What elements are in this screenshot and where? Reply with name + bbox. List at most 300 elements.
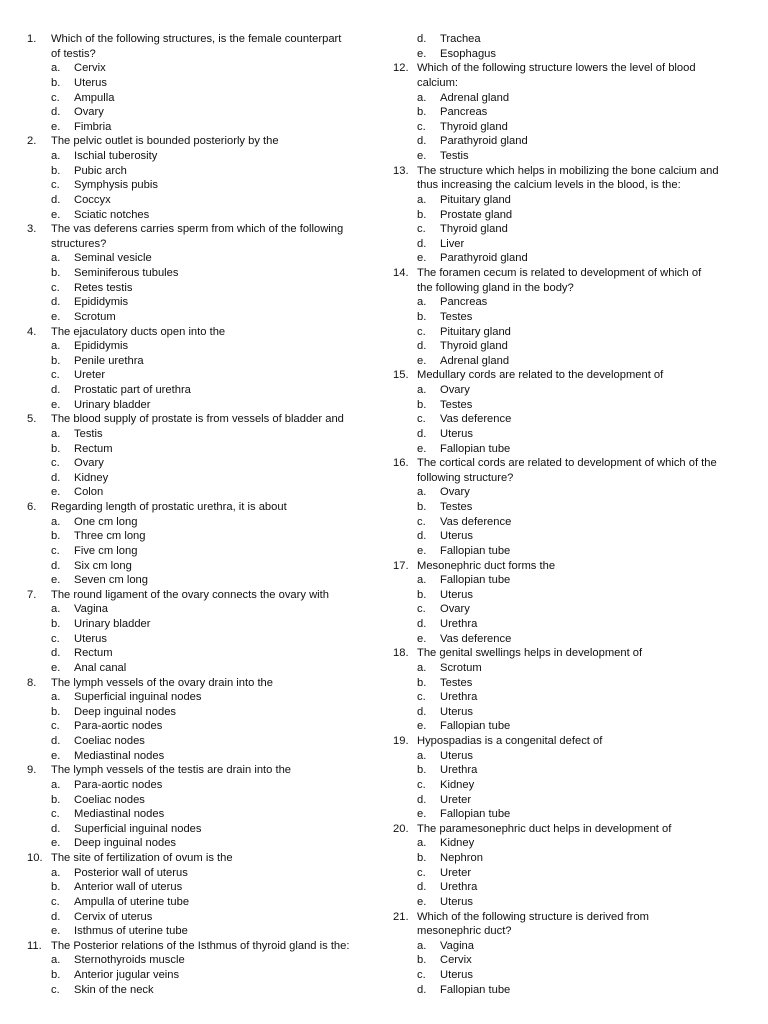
answer-option [393,836,745,851]
question-text: The lymph vessels of the ovary drain into the [51,676,273,689]
option-letter: e. [51,398,61,411]
option-text: Urinary bladder [74,398,151,411]
question-number: 19. [393,735,409,747]
answer-option [393,412,745,427]
option-letter: c. [417,691,426,704]
option-text: Fimbria [74,120,112,133]
question-text: Which of the following structure lowers the level of blood [417,62,696,75]
option-text: Coccyx [74,193,111,206]
option-text: Seminal vesicle [74,252,152,265]
option-text: Uterus [440,705,473,718]
answer-option [393,120,745,135]
answer-option [27,471,375,486]
option-letter: a. [51,62,61,75]
option-text: Penile urethra [74,354,144,367]
option-text: Ovary [440,486,470,499]
option-letter: e. [51,661,61,674]
option-letter: c. [417,413,426,426]
option-text: Prostatic part of urethra [74,384,191,396]
option-letter: e. [51,837,61,850]
answer-option [393,32,745,47]
option-text: Ampulla [74,91,115,104]
option-text: Testis [440,150,469,162]
question-text: Hypospadias is a congenital defect of [417,735,603,747]
answer-option [393,880,745,895]
question-text: The site of fertilization of ovum is the [51,852,233,864]
option-letter: d. [51,384,61,396]
option-text: Anal canal [74,661,127,674]
answer-option [27,661,375,676]
option-letter: e. [51,120,61,133]
option-letter: a. [417,296,427,309]
option-text: Para-aortic nodes [74,778,163,791]
option-letter: e. [51,208,61,221]
option-letter: a. [51,866,61,879]
option-text: Fallopian tube [440,574,511,587]
option-letter: b. [51,969,61,981]
option-text: Ureter [440,793,472,806]
option-letter: b. [417,764,427,777]
option-letter: a. [51,778,61,791]
answer-option [27,61,375,76]
option-text: Esophagus [440,47,496,60]
question-line [393,61,745,76]
option-letter: e. [417,808,427,821]
option-letter: d. [51,471,61,484]
option-letter: b. [417,676,427,689]
answer-option [27,266,375,281]
option-letter: b. [417,398,427,411]
answer-option [27,383,375,398]
answer-option [393,719,745,734]
question-continuation-line [393,471,745,486]
question-number: 17. [393,559,409,572]
question-number: 21. [393,910,409,923]
option-letter: b. [51,267,61,279]
answer-option [27,398,375,413]
question-line [27,676,375,691]
question-line [393,456,745,471]
option-text: Scrotum [74,310,116,323]
answer-option [27,968,375,983]
question-text: Mesonephric duct forms the [417,559,556,572]
option-text: Adrenal gland [440,354,510,367]
question-line [27,500,375,515]
question-text-continuation: of testis? [51,47,96,60]
question-number: 11. [27,939,42,952]
question-number: 1. [27,33,37,45]
option-text: Fallopian tube [440,808,511,821]
answer-option [393,705,745,720]
option-text: Uterus [440,969,473,981]
option-text: Urethra [440,881,478,894]
option-letter: e. [417,252,427,265]
option-text: Uterus [440,749,473,762]
answer-option [393,588,745,603]
answer-option [27,895,375,910]
answer-option [27,295,375,310]
answer-option [27,734,375,749]
option-letter: d. [51,296,61,309]
answer-option [393,149,745,164]
option-text: Testes [440,501,473,513]
option-letter: b. [51,76,61,89]
option-letter: d. [417,135,427,148]
question-number: 6. [27,501,37,513]
option-text: Seven cm long [74,574,149,587]
answer-option [393,573,745,588]
option-letter: d. [417,881,427,894]
question-number: 4. [27,325,37,338]
question-text: Medullary cords are related to the development of [417,369,664,382]
option-text: Ovary [440,603,470,616]
option-letter: a. [51,252,61,265]
option-text: Kidney [74,471,109,484]
option-text: Urinary bladder [74,618,151,630]
question-line [27,32,375,47]
option-letter: d. [417,530,427,543]
answer-option [27,442,375,457]
question-line [27,325,375,340]
option-text: Kidney [440,837,475,850]
option-letter: c. [51,808,60,821]
option-letter: d. [51,910,61,923]
answer-option [393,866,745,881]
answer-option [393,134,745,149]
option-letter: e. [417,354,427,367]
option-text: Kidney [440,778,475,791]
option-letter: a. [51,150,61,162]
question-text-continuation: structures? [51,237,107,250]
answer-option [27,924,375,939]
option-letter: c. [51,369,60,382]
answer-option [393,222,745,237]
question-line [27,412,375,427]
option-text: Vas deference [440,632,512,645]
option-text: Uterus [74,632,107,645]
option-letter: c. [417,223,426,236]
answer-option [393,295,745,310]
option-letter: a. [417,384,427,396]
answer-option [393,676,745,691]
option-text: Testis [74,427,103,440]
question-continuation-line [393,178,745,193]
answer-option [27,602,375,617]
option-text: Ovary [440,384,470,396]
question-line [393,559,745,574]
question-text: Which of the following structures, is the female counterpart [51,33,342,45]
answer-option [27,559,375,574]
option-text: Rectum [74,647,113,660]
option-text: Testes [440,676,473,689]
option-text: Vas deference [440,515,512,528]
answer-option [27,573,375,588]
answer-option [393,237,745,252]
question-number: 12. [393,62,409,75]
option-text: Prostate gland [440,208,513,221]
option-letter: c. [417,325,426,338]
answer-option [27,807,375,822]
question-number: 15. [393,369,409,382]
option-text: Testes [440,398,473,411]
answer-option [393,529,745,544]
question-number: 3. [27,223,37,236]
option-text: Isthmus of uterine tube [74,925,188,938]
answer-option [393,763,745,778]
option-letter: d. [51,559,61,572]
question-line [393,910,745,925]
option-letter: a. [417,193,427,206]
option-text: Para-aortic nodes [74,720,163,733]
option-letter: a. [417,837,427,850]
question-line [27,588,375,603]
option-text: Pubic arch [74,164,127,177]
question-line [27,222,375,237]
option-letter: e. [417,442,427,455]
answer-option [27,149,375,164]
answer-option [393,339,745,354]
option-letter: b. [417,588,427,601]
question-text: The foramen cecum is related to development of which of [417,267,702,279]
option-text: Uterus [440,427,473,440]
question-text: The vas deferens carries sperm from which of the following [51,223,344,236]
answer-option [393,793,745,808]
answer-option [393,427,745,442]
option-text: Ureter [440,866,472,879]
answer-option [27,105,375,120]
option-text: Colon [74,486,104,499]
option-text: Cervix of uterus [74,910,153,923]
option-letter: a. [51,954,61,967]
question-text: The blood supply of prostate is from vessels of bladder and [51,413,344,426]
answer-option [393,47,745,62]
answer-option [27,354,375,369]
question-number: 8. [27,676,37,689]
option-text: Six cm long [74,559,132,572]
option-letter: e. [417,150,427,162]
option-letter: c. [417,603,426,616]
option-letter: e. [417,895,427,908]
option-letter: b. [51,164,61,177]
option-letter: c. [51,91,60,104]
answer-option [27,485,375,500]
option-letter: d. [417,793,427,806]
option-text: Testes [440,310,473,323]
question-text-continuation: thus increasing the calcium levels in the blood, is the: [417,179,681,192]
question-text: The round ligament of the ovary connects the ovary with [51,588,329,601]
question-line [27,851,375,866]
option-letter: a. [417,661,427,674]
question-text: The paramesonephric duct helps in development of [417,822,672,835]
option-text: Pituitary gland [440,325,511,338]
option-letter: a. [417,91,427,104]
option-letter: c. [51,457,60,470]
answer-option [27,76,375,91]
option-letter: a. [51,603,61,616]
option-letter: b. [417,106,427,119]
option-letter: b. [51,530,61,543]
answer-option [27,456,375,471]
option-letter: e. [51,486,61,499]
option-letter: e. [417,720,427,733]
question-number: 9. [27,764,37,777]
option-letter: d. [51,822,61,835]
question-number: 14. [393,267,409,279]
option-letter: b. [51,354,61,367]
answer-option [393,661,745,676]
answer-option [393,851,745,866]
question-line [27,939,375,954]
option-text: Scrotum [440,661,482,674]
option-text: Vagina [74,603,109,616]
option-letter: d. [417,340,427,353]
option-text: Vagina [440,939,475,952]
option-letter: d. [417,427,427,440]
option-letter: a. [51,691,61,704]
option-text: Coeliac nodes [74,793,145,806]
question-continuation-line [27,237,375,252]
option-text: Epididymis [74,340,129,353]
option-letter: b. [417,954,427,967]
option-letter: b. [51,793,61,806]
answer-option [393,939,745,954]
option-text: Coeliac nodes [74,735,145,747]
option-text: Deep inguinal nodes [74,837,177,850]
question-continuation-line [27,47,375,62]
question-text-continuation: calcium: [417,76,459,89]
option-letter: b. [51,442,61,455]
answer-option [27,836,375,851]
question-continuation-line [393,76,745,91]
option-letter: c. [417,515,426,528]
answer-option [393,208,745,223]
option-text: Ovary [74,457,104,470]
option-text: Rectum [74,442,113,455]
answer-option [393,602,745,617]
answer-option [27,617,375,632]
right-column [393,32,745,997]
question-text-continuation: the following gland in the body? [417,281,574,294]
answer-option [27,953,375,968]
answer-option [393,632,745,647]
left-column [27,32,375,997]
answer-option [393,895,745,910]
answer-option [393,515,745,530]
option-letter: a. [51,427,61,440]
question-line [393,368,745,383]
option-text: Cervix [74,62,106,75]
answer-option [27,427,375,442]
option-letter: e. [51,925,61,938]
answer-option [27,822,375,837]
option-text: Nephron [440,852,483,864]
option-text: Seminiferous tubules [74,267,179,279]
option-text: Trachea [440,33,481,45]
option-text: Thyroid gland [440,120,508,133]
question-line [393,164,745,179]
question-line [393,266,745,281]
answer-option [27,193,375,208]
question-line [393,822,745,837]
option-letter: c. [417,778,426,791]
question-number: 5. [27,413,37,426]
option-text: Thyroid gland [440,340,508,353]
option-letter: d. [51,735,61,747]
answer-option [27,120,375,135]
option-text: Deep inguinal nodes [74,705,177,718]
option-letter: c. [417,866,426,879]
answer-option [393,778,745,793]
option-letter: c. [51,720,60,733]
answer-option [393,485,745,500]
option-text: Posterior wall of uterus [74,866,188,879]
question-number: 13. [393,164,409,177]
option-text: Fallopian tube [440,720,511,733]
question-text-continuation: following structure? [417,471,514,484]
answer-option [393,617,745,632]
question-text: The Posterior relations of the Isthmus of thyroid gland is the: [51,939,350,952]
answer-option [393,442,745,457]
question-line [393,734,745,749]
option-text: Ureter [74,369,106,382]
option-text: Superficial inguinal nodes [74,691,202,704]
answer-option [393,968,745,983]
option-letter: a. [417,574,427,587]
answer-option [393,953,745,968]
question-text: Regarding length of prostatic urethra, it is about [51,501,287,513]
option-text: Uterus [440,588,473,601]
answer-option [393,383,745,398]
option-letter: d. [417,983,427,996]
option-text: Fallopian tube [440,983,511,996]
option-text: Uterus [440,895,473,908]
option-text: Anterior jugular veins [74,969,180,981]
option-text: Urethra [440,618,478,630]
option-text: Sternothyroids muscle [74,954,185,967]
option-letter: c. [51,179,60,192]
option-text: Retes testis [74,281,133,294]
option-text: Ischial tuberosity [74,150,158,162]
option-letter: d. [51,106,61,119]
option-letter: c. [51,632,60,645]
answer-option [27,983,375,998]
option-text: Liver [440,237,465,250]
option-letter: c. [51,281,60,294]
option-text: Fallopian tube [440,442,511,455]
question-text: The pelvic outlet is bounded posteriorly by the [51,135,279,148]
answer-option [27,632,375,647]
option-text: Uterus [440,530,473,543]
option-letter: b. [417,852,427,864]
option-letter: e. [417,632,427,645]
option-text: Uterus [74,76,107,89]
option-letter: a. [51,340,61,353]
option-text: Cervix [440,954,472,967]
option-letter: c. [51,895,60,908]
answer-option [27,208,375,223]
answer-option [27,778,375,793]
question-text: The lymph vessels of the testis are drain into the [51,764,292,777]
question-number: 18. [393,647,409,660]
answer-option [27,515,375,530]
answer-option [27,690,375,705]
option-text: Five cm long [74,544,138,557]
option-text: Three cm long [74,530,146,543]
option-text: Parathyroid gland [440,135,528,148]
answer-option [393,544,745,559]
answer-option [27,910,375,925]
question-line [27,134,375,149]
